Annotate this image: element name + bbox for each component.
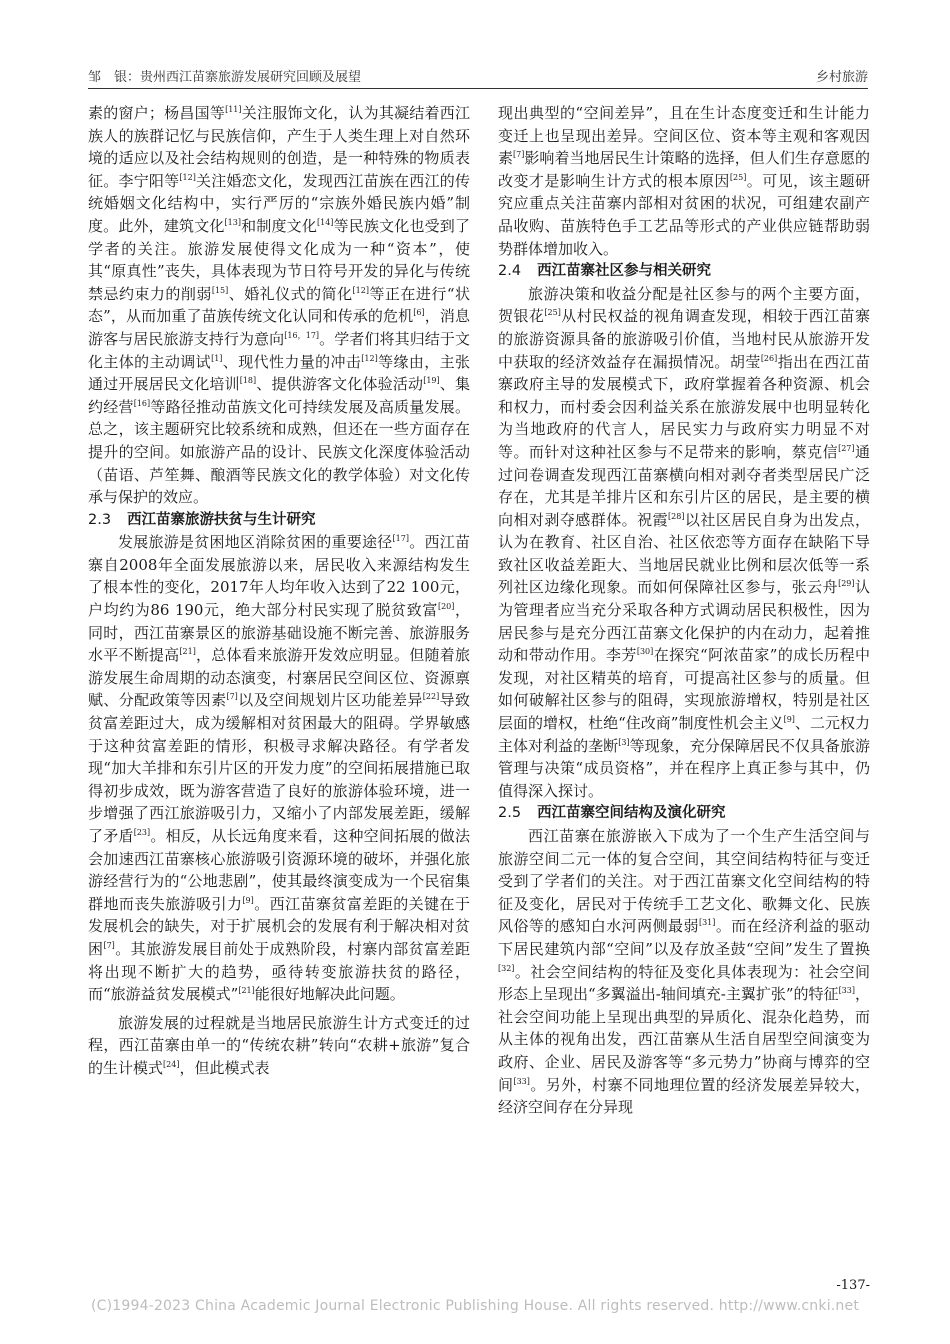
citation-ref: [20] [437,602,455,612]
header-author-title: 邹 银：贵州西江苗寨旅游发展研究回顾及展望 [88,70,362,85]
citation-ref: [33] [513,1076,530,1086]
citation-ref: [7] [103,940,115,950]
citation-ref: [12] [352,285,369,295]
citation-ref: [32] [498,963,515,973]
citation-ref: [27] [838,443,855,453]
citation-ref: [21] [179,647,196,657]
citation-ref: [16，17] [284,330,320,340]
citation-ref: [11] [225,105,242,114]
citation-ref: [17] [392,534,409,544]
citation-ref: [7] [226,692,238,702]
citation-ref: [16] [133,398,151,408]
paragraph: 现出典型的“空间差异”，且在生计态度变迁和生计能力变迁上也呈现出差异。空间区位、资本等主观和客观因素[7]影响着当地居民生计策略的选择，但人们生存意愿的改变才是影响生计方式的根本原因[25]。可见，该主题研究应重点关注苗寨内部相对贫困的状况，可组建农副产品收购、苗族特色手工艺品等形式的产业供应链帮助弱势群体增加收入。 [498,104,870,258]
section-heading-2-3: 2.3 西江苗寨旅游扶贫与生计研究 [88,511,316,528]
paragraph: 旅游发展的过程就是当地居民旅游生计方式变迁的过程，西江苗寨由单一的“传统农耕”转向“农耕+旅游”复合的生计模式[24]，但此模式表 [88,1013,470,1077]
citation-ref: [12] [361,353,378,363]
paragraph: 旅游决策和收益分配是社区参与的两个主要方面，贺银花[25]从村民权益的视角调查发现，相较于西江苗寨的旅游资源具备的旅游吸引价值，当地村民从旅游开发中获取的经济效益存在漏损情况。胡莹[26]指出在西江苗寨政府主导的发展模式下，政府掌握着各种资源、机会和权力，而村委会因利益关系在旅游发展中也明显转化为当地政府的代言人，居民实力与政府实力明显不对等。而针对这种社区参与不足带来的影响，蔡克信[27]通过问卷调查发现西江苗寨横向相对剥夺者类型居民广泛存在，尤其是羊排片区和东引片区的居民，是主要的横向相对剥夺感群体。祝霞[28]以社区居民自身为出发点，认为在教育、社区自治、社区依恋等方面存在缺陷下导致社区收益差距大、当地居民就业比例和层次低等一系列社区边缘化现象。而如何保障社区参与，张云舟[29]认为管理者应当充分采取各种方式调动居民积极性，因为居民参与是充分西江苗寨文化保护的内在动力，起着推动和带动作用。李芳[30]在探究“阿浓苗家”的成长历程中发现，对社区精英的培育，可提高社区参与的质量。但如何破解社区参与的阻碍，实现旅游增权，特别是社区层面的增权，杜绝“住改商”制度性机会主义[9]、二元权力主体对利益的垄断[3]等现象，充分保障居民不仅具备旅游管理与决策“成员资格”，并在程序上真正参与其中，仍值得深入探讨。 [498,284,870,800]
citation-ref: [3] [618,737,630,747]
citation-ref: [23] [133,828,151,837]
running-header [88,62,868,89]
section-heading-2-4: 2.4 西江苗寨社区参与相关研究 [498,263,712,280]
citation-ref: [9] [783,715,795,725]
header-section: 乡村旅游 [815,70,868,85]
citation-ref: [30] [636,647,654,657]
citation-ref: [28] [668,511,685,521]
right-column [498,102,870,1119]
section-heading-2-5: 2.5 西江苗寨空间结构及演化研究 [498,805,726,822]
left-column [88,102,470,1080]
citation-ref: [13] [224,217,241,227]
citation-ref: [1] [211,353,223,363]
citation-ref: [9] [242,895,254,905]
citation-ref: [26] [760,353,778,363]
citation-ref: [12] [179,172,196,182]
paragraph: 发展旅游是贫困地区消除贫困的重要途径[17]。西江苗寨自2008年全面发展旅游以来，居民收入来源结构发生了根本性的变化，2017年人均年收入达到了22 100元，户均约为86 190元，绝大部分村民实现了脱贫致富[20]，同时，西江苗寨景区的旅游基础设施不断完善、旅游服务水平不断提高[21]，总体看来旅游开发效应明显。但随着旅游发展生命周期的动态演变，村寨居民空间区位、资源禀赋、分配政策等因素[7]以及空间规划片区功能差异[22]导致贫富差距过大，成为缓解相对贫困最大的阻碍。学界敏感于这种贫富差距的情形，积极寻求解决路径。有学者发现“加大羊排和东引片区的开发力度”的空间拓展措施已取得初步成效，既为游客营造了良好的旅游体验环境，进一步增强了西江旅游吸引力，又缩小了内部发展差距，缓解了矛盾[23]。相反，从长远角度来看，这种空间拓展的做法会加速西江苗寨核心旅游吸引资源环境的破坏，并强化旅游经营行为的“公地悲剧”，使其最终演变成为一个民宿集群地而丧失旅游吸引力[9]。西江苗寨贫富差距的关键在于发展机会的缺失，对于扩展机会的发展有利于解决相对贫困[7]。其旅游发展目前处于成熟阶段，村寨内部贫富差距将出现不断扩大的趋势，亟待转变旅游扶贫的路径，而“旅游益贫发展模式”[21]能很好地解决此问题。 [88,533,470,1004]
copyright-footer: (C)1994-2023 China Academic Journal Electronic Publishing House. All rights reserved. http://www.cnki.net [90,1298,860,1314]
citation-ref: [15] [211,285,229,295]
citation-ref: [19] [423,376,440,386]
citation-ref: [25] [729,172,747,182]
citation-ref: [31] [698,918,716,928]
citation-ref: [33] [838,986,855,996]
citation-ref: [29] [838,579,855,589]
citation-ref: [6] [413,308,425,318]
citation-ref: [22] [422,692,440,702]
citation-ref: [18] [239,376,257,386]
citation-ref: [14] [317,217,334,227]
citation-ref: [24] [163,1059,180,1069]
citation-ref: [21] [238,986,255,996]
paragraph: 西江苗寨在旅游嵌入下成为了一个生产生活空间与旅游空间二元一体的复合空间，其空间结构特征与变迁受到了学者们的关注。对于西江苗寨文化空间结构的特征及变化，居民对于传统手工艺文化、歌舞文化、民族风俗等的感知白水河两侧最弱[31]。而在经济利益的驱动下居民建筑内部“空间”以及存放圣鼓“空间”发生了置换[32]。社会空间结构的特征及变化具体表现为：社会空间形态上呈现出“多翼溢出-轴间填充-主翼扩张”的特征[33]，社会空间功能上呈现出典型的异质化、混杂化趋势，而从主体的视角出发，西江苗寨从生活自居型空间演变为政府、企业、居民及游客等“多元势力”协商与博弈的空间[33]。另外，村寨不同地理位置的经济发展差异较大，经济空间存在分异现 [498,827,870,1117]
paragraph: 素的窗户；杨昌国等[11]关注服饰文化，认为其凝结着西江族人的族群记忆与民族信仰，产生于人类生理上对自然环境的适应以及社会结构规则的创造，是一种特殊的物质表征。李宁阳等[12]关注婚恋文化，发现西江苗族在西江的传统婚姻文化结构中，实行严厉的“宗族外婚民族内婚”制度。此外，建筑文化[13]和制度文化[14]等民族文化也受到了学者的关注。旅游发展使得文化成为一种“资本”，使其“原真性”丧失，具体表现为节日符号开发的异化与传统禁忌约束力的削弱[15]、婚礼仪式的简化[12]等正在进行“状态”，从而加重了苗族传统文化认同和传承的危机[6]，消息游客与居民旅游支持行为意向[16，17]。学者们将其归结于文化主体的主动调试[1]、现代性力量的冲击[12]等缘由，主张通过开展居民文化培训[18]、提供游客文化体验活动[19]、集约经营[16]等路径推动苗族文化可持续发展及高质量发展。总之，该主题研究比较系统和成熟，但还在一些方面存在提升的空间。如旅游产品的设计、民族文化深度体验活动（苗语、芦笙舞、酿酒等民族文化的教学体验）对文化传承与保护的效应。 [88,104,470,507]
page-number: -137- [836,1278,870,1293]
citation-ref: [7] [513,150,525,160]
citation-ref: [25] [544,308,561,318]
